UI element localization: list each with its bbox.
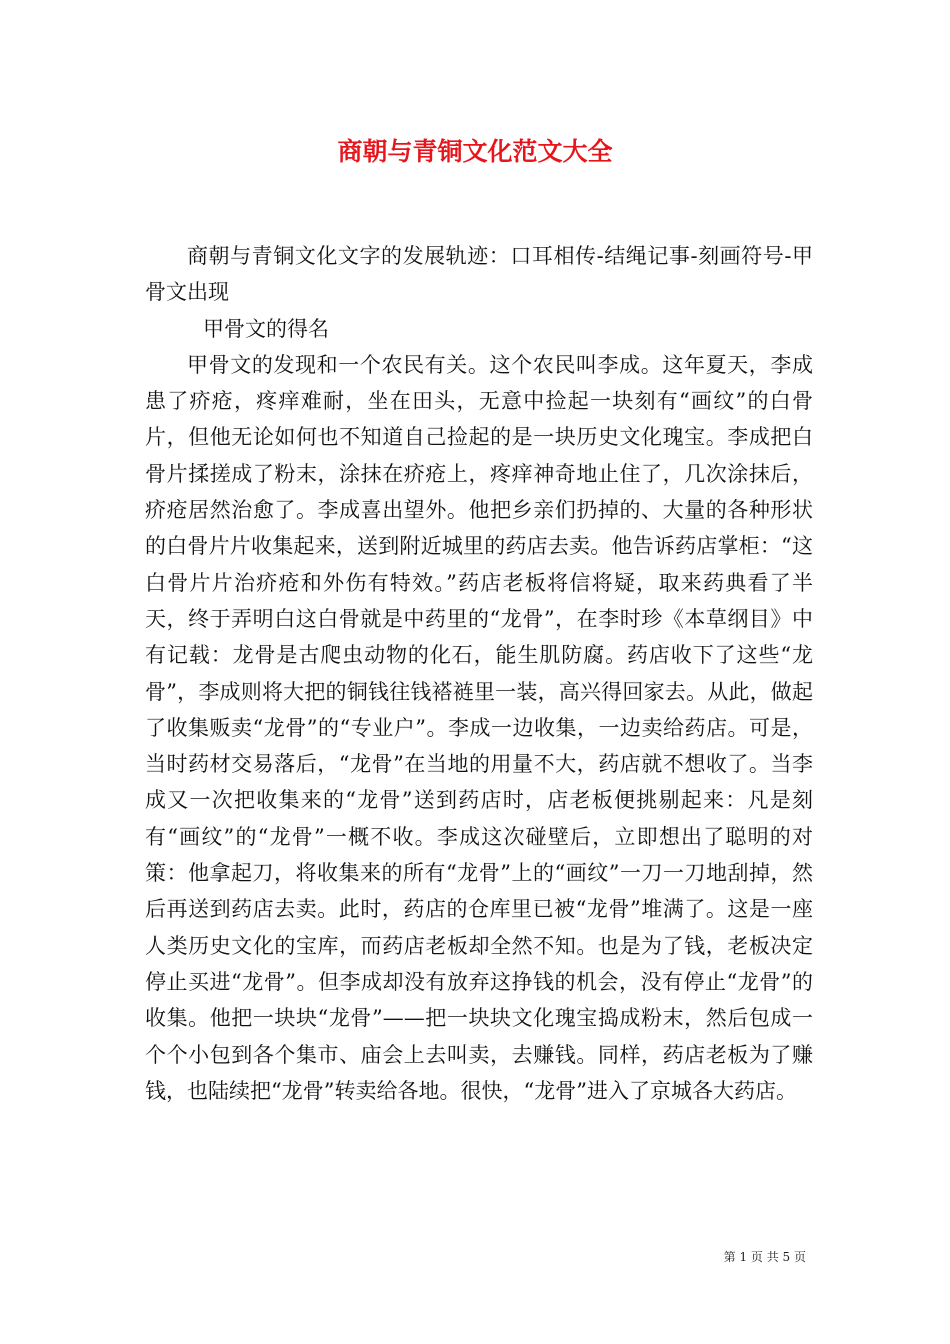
document-title: 商朝与青铜文化范文大全 bbox=[337, 137, 613, 166]
page-indicator: 第 1 页 共 5 页 bbox=[723, 1250, 806, 1264]
section-heading: 甲骨文的得名 bbox=[203, 316, 329, 341]
document-body bbox=[145, 238, 813, 1109]
story-paragraph: 甲骨文的发现和一个农民有关。这个农民叫李成。这年夏天，李成患了疥疮，疼痒难耐，坐在田头，无意中捡起一块刻有“画纹”的白骨片，但他无论如何也不知道自己捡起的是一块历史文化瑰宝。李成把白骨片揉搓成了粉末，涂抹在疥疮上，疼痒神奇地止住了，几次涂抹后，疥疮居然治愈了。李成喜出望外。他把乡亲们扔掉的、大量的各种形状的白骨片片收集起来，送到附近城里的药店去卖。他告诉药店掌柜：“这白骨片片治疥疮和外伤有特效。”药店老板将信将疑，取来药典看了半天，终于弄明白这白骨就是中药里的“龙骨”，在李时珍《本草纲目》中有记载：龙骨是古爬虫动物的化石，能生肌防腐。药店收下了这些“龙骨”，李成则将大把的铜钱往钱褡裢里一装，高兴得回家去。从此，做起了收集贩卖“龙骨”的“专业户”。李成一边收集，一边卖给药店。可是，当时药材交易落后，“龙骨”在当地的用量不大，药店就不想收了。当李成又一次把收集来的“龙骨”送到药店时，店老板便挑剔起来：凡是刻有“画纹”的“龙骨”一概不收。李成这次碰壁后，立即想出了聪明的对策：他拿起刀，将收集来的所有“龙骨”上的“画纹”一刀一刀地刮掉，然后再送到药店去卖。此时，药店的仓库里已被“龙骨”堆满了。这是一座人类历史文化的宝库，而药店老板却全然不知。也是为了钱，老板决定停止买进“龙骨”。但李成却没有放弃这挣钱的机会，没有停止“龙骨”的收集。他把一块块“龙骨”——把一块块文化瑰宝捣成粉末，然后包成一个个小包到各个集市、庙会上去叫卖，去赚钱。同样，药店老板为了赚钱，也陆续把“龙骨”转卖给各地。很快，“龙骨”进入了京城各大药店。 bbox=[145, 352, 813, 1103]
intro-paragraph: 商朝与青铜文化文字的发展轨迹：口耳相传-结绳记事-刻画符号-甲骨文出现 bbox=[145, 244, 813, 305]
